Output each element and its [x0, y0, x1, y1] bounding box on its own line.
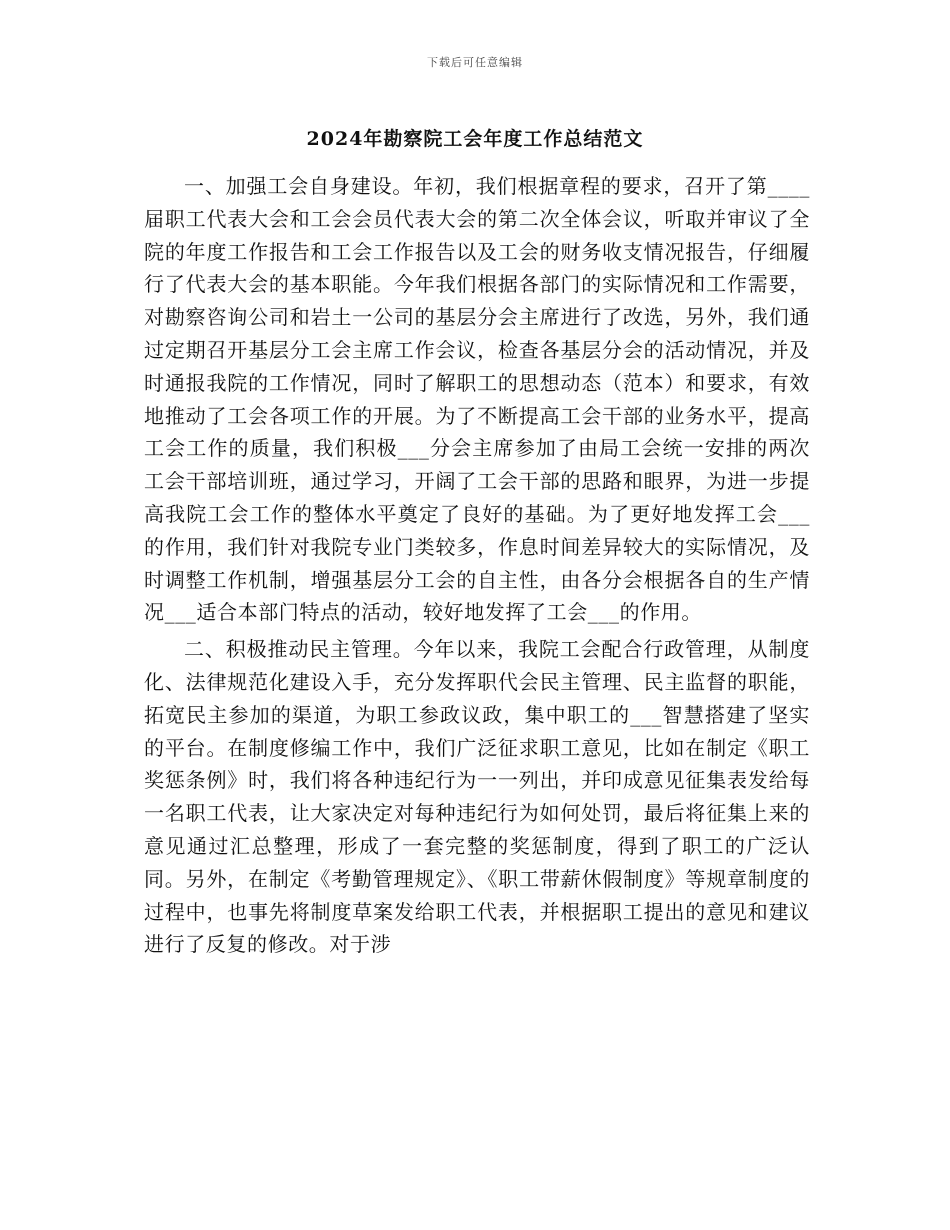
paragraph-2: 二、积极推动民主管理。今年以来，我院工会配合行政管理，从制度化、法律规范化建设入手，充分发挥职代会民主管理、民主监督的职能，拓宽民主参加的渠道，为职工参政议政，集中职工的___智慧搭建了坚实的平台。在制度修编工作中，我们广泛征求职工意见，比如在制定《职工奖惩条例》时，我们将各种违纪行为一一列出，并印成意见征集表发给每一名职工代表，让大家决定对每种违纪行为如何处罚，最后将征集上来的意见通过汇总整理，形成了一套完整的奖惩制度，得到了职工的广泛认同。另外，在制定《考勤管理规定》、《职工带薪休假制度》等规章制度的过程中，也事先将制度草案发给职工代表，并根据职工提出的意见和建议进行了反复的修改。对于涉 — [144, 637, 810, 957]
document-body — [144, 170, 810, 965]
document-title: 2024年勘察院工会年度工作总结范文 — [306, 128, 644, 150]
header-note: 下载后可任意编辑 — [427, 56, 523, 69]
paragraph-1: 一、加强工会自身建设。年初，我们根据章程的要求，召开了第____届职工代表大会和工会会员代表大会的第二次全体会议，听取并审议了全院的年度工作报告和工会工作报告以及工会的财务收支情况报告，仔细履行了代表大会的基本职能。今年我们根据各部门的实际情况和工作需要，对勘察咨询公司和岩土一公司的基层分会主席进行了改选，另外，我们通过定期召开基层分工会主席工作会议，检查各基层分会的活动情况，并及时通报我院的工作情况，同时了解职工的思想动态（范本）和要求，有效地推动了工会各项工作的开展。为了不断提高工会干部的业务水平，提高工会工作的质量，我们积极___分会主席参加了由局工会统一安排的两次工会干部培训班，通过学习，开阔了工会干部的思路和眼界，为进一步提高我院工会工作的整体水平奠定了良好的基础。为了更好地发挥工会___的作用，我们针对我院专业门类较多，作息时间差异较大的实际情况，及时调整工作机制，增强基层分工会的自主性，由各分会根据各自的生产情况___适合本部门特点的活动，较好地发挥了工会___的作用。 — [144, 174, 810, 625]
